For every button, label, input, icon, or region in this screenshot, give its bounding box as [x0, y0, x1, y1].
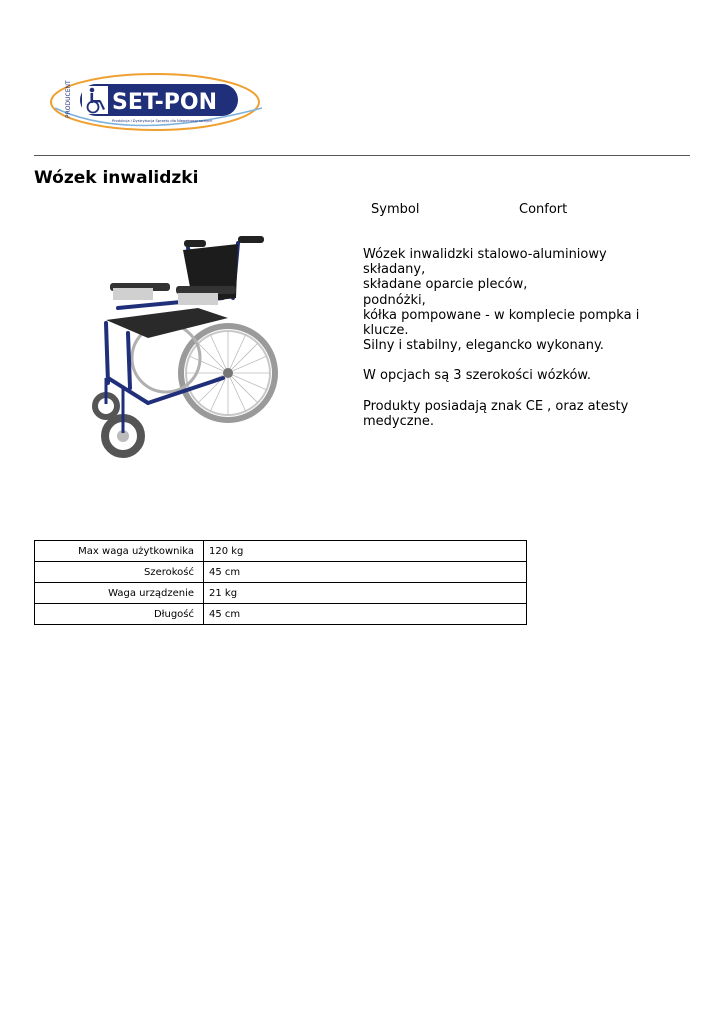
wheelchair-photo — [88, 228, 288, 478]
description-paragraph: Wózek inwalidzki stalowo-aluminiowy składany, składane oparcie pleców, podnóżki, kółka pompowane - w komplecie pompka i klucze. Silny i stabilny, elegancko wykonany. — [363, 247, 640, 354]
product-description — [363, 247, 673, 444]
symbol-value: Confort — [519, 202, 568, 217]
spec-label: Szerokość — [35, 562, 204, 583]
description-paragraph: W opcjach są 3 szerokości wózków. — [363, 368, 592, 384]
company-logo — [50, 68, 265, 136]
symbol-label: Symbol — [371, 202, 420, 217]
table-row — [35, 562, 527, 583]
spec-value: 45 cm — [204, 562, 527, 583]
page-title: Wózek inwalidzki — [34, 168, 199, 188]
spec-value: 21 kg — [204, 583, 527, 604]
spec-value: 120 kg — [204, 541, 527, 562]
spec-value: 45 cm — [204, 604, 527, 625]
table-row — [35, 541, 527, 562]
logo-brand: SET-PON — [112, 90, 218, 115]
logo-vertical-text: PRODUCENT — [65, 80, 72, 118]
logo-tagline: Produkcja i Dystrybucja Sprzętu dla Niepełnosprawnych — [112, 119, 213, 123]
table-row — [35, 604, 527, 625]
spec-table — [34, 540, 527, 625]
spec-label: Długość — [35, 604, 204, 625]
table-row — [35, 583, 527, 604]
spec-label: Max waga użytkownika — [35, 541, 204, 562]
header-divider — [34, 155, 690, 156]
description-paragraph: Produkty posiadają znak CE , oraz atesty medyczne. — [363, 398, 629, 429]
spec-label: Waga urządzenie — [35, 583, 204, 604]
